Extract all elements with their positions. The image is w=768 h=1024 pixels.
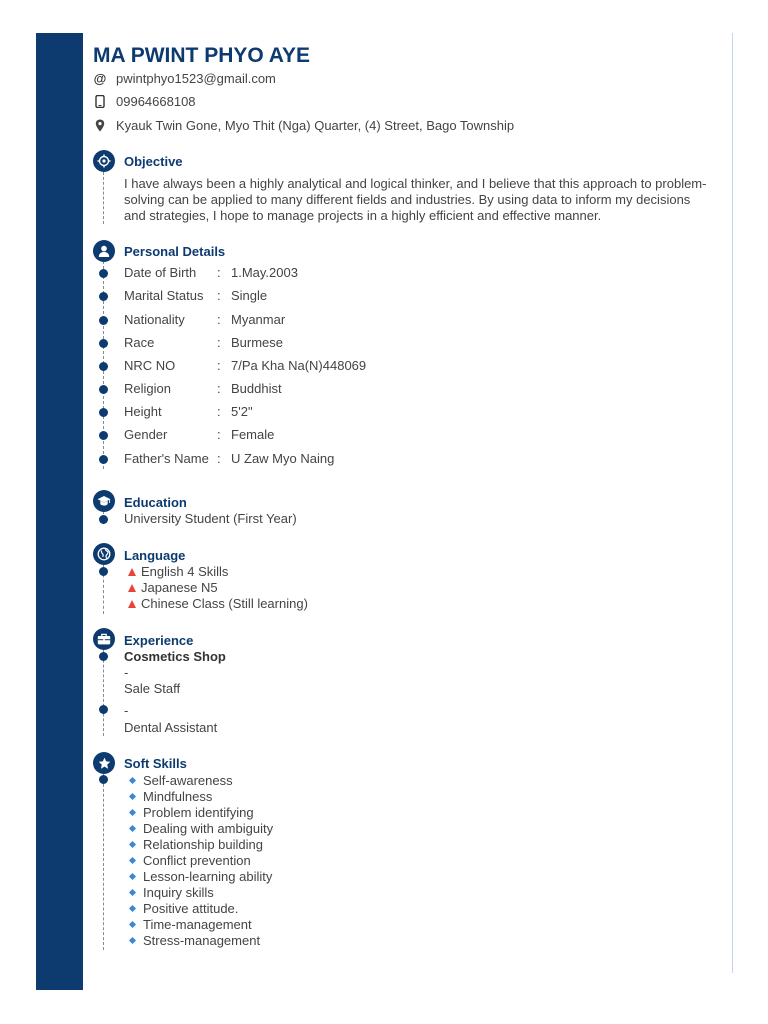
objective-title: Objective [124,154,183,169]
target-icon [93,150,115,172]
personal-detail-bullet [99,269,108,278]
experience-company: Cosmetics Shop [124,649,226,664]
personal-detail-label: Gender [124,427,168,442]
globe-icon [93,543,115,565]
graduation-cap-icon [93,490,115,512]
language-item-label: English 4 Skills [141,564,229,579]
language-title: Language [124,548,186,563]
personal-detail-separator: : [217,451,221,466]
personal-detail-label: Religion [124,381,171,396]
email-text: pwintphyo1523@gmail.com [116,71,276,86]
star-icon [93,752,115,774]
soft-skill-label: Positive attitude. [143,901,239,916]
soft-skill-item [128,805,254,820]
soft-skill-item [128,789,212,804]
diamond-bullet-icon [129,889,136,896]
soft-skill-label: Stress-management [143,933,261,948]
experience-role: Sale Staff [124,681,181,696]
personal-detail-value: Buddhist [231,381,282,396]
experience-dash: - [124,665,129,680]
personal-detail-value: U Zaw Myo Naing [231,451,335,466]
at-icon: @ [93,71,107,86]
user-icon [93,240,115,262]
contact-email-row [93,71,276,86]
soft-skill-item [128,885,214,900]
personal-detail-separator: : [217,427,221,442]
soft-skill-item [128,773,233,788]
experience-title: Experience [124,633,194,648]
language-item [128,596,308,611]
language-item [128,580,218,595]
language-bullet [99,567,108,576]
soft-skills-title: Soft Skills [124,756,187,771]
soft-skill-label: Self-awareness [143,773,233,788]
personal-detail-value: Myanmar [231,312,286,327]
experience-bullet [99,652,108,661]
personal-detail-value: Burmese [231,335,284,350]
soft-skill-item [128,933,260,948]
experience-timeline [103,650,104,736]
personal-detail-label: Father's Name [124,451,209,466]
personal-detail-value: Female [231,427,275,442]
personal-detail-bullet [99,339,108,348]
personal-detail-separator: : [217,312,221,327]
personal-detail-separator: : [217,288,221,303]
education-bullet [99,515,108,524]
diamond-bullet-icon [129,873,136,880]
objective-timeline [103,172,104,224]
soft-skill-item [128,869,272,884]
soft-skills-bullet [99,775,108,784]
personal-detail-label: Marital Status [124,288,204,303]
triangle-bullet-icon [128,568,136,576]
personal-detail-bullet [99,316,108,325]
map-pin-icon [93,119,107,133]
language-item-label: Chinese Class (Still learning) [141,596,308,611]
diamond-bullet-icon [129,905,136,912]
experience-role: Dental Assistant [124,720,218,735]
soft-skill-label: Lesson-learning ability [143,869,273,884]
education-title: Education [124,495,187,510]
diamond-bullet-icon [129,777,136,784]
address-text: Kyauk Twin Gone, Myo Thit (Nga) Quarter, (4) Street, Bago Township [116,118,515,133]
triangle-bullet-icon [128,600,136,608]
phone-text: 09964668108 [116,94,196,109]
personal-detail-value: Single [231,288,268,303]
personal-detail-label: Nationality [124,312,185,327]
soft-skill-item [128,901,238,916]
right-border-line [732,33,733,973]
soft-skill-label: Mindfulness [143,789,213,804]
personal-details-title: Personal Details [124,244,226,259]
diamond-bullet-icon [129,825,136,832]
personal-detail-value: 5'2" [231,404,253,419]
diamond-bullet-icon [129,793,136,800]
diamond-bullet-icon [129,921,136,928]
personal-detail-bullet [99,292,108,301]
personal-detail-bullet [99,455,108,464]
candidate-name: MA PWINT PHYO AYE [93,44,311,67]
personal-detail-separator: : [217,381,221,396]
left-sidebar-band [36,33,83,990]
soft-skill-item [128,853,251,868]
objective-text: I have always been a highly analytical and logical thinker, and I believe that this approach to problem-solving can be applied to many different fields and industries. By using data to inform my decisions and strategies, I hope to manage projects in a highly efficient and effective manner. [124,176,707,223]
language-item [128,564,228,579]
personal-detail-label: Date of Birth [124,265,197,280]
soft-skill-label: Inquiry skills [143,885,214,900]
contact-address-row [93,118,514,133]
soft-skill-item [128,917,252,932]
soft-skill-item [128,837,263,852]
personal-detail-bullet [99,362,108,371]
personal-detail-value: 1.May.2003 [231,265,298,280]
diamond-bullet-icon [129,841,136,848]
personal-detail-separator: : [217,265,221,280]
briefcase-icon [93,628,115,650]
education-item: University Student (First Year) [124,511,297,526]
personal-detail-bullet [99,408,108,417]
experience-bullet [99,705,108,714]
personal-detail-value: 7/Pa Kha Na(N)448069 [231,358,367,373]
personal-detail-label: Race [124,335,155,350]
personal-detail-separator: : [217,358,221,373]
personal-detail-label: NRC NO [124,358,176,373]
personal-detail-separator: : [217,335,221,350]
mobile-phone-icon [93,95,107,109]
personal-detail-label: Height [124,404,162,419]
personal-detail-bullet [99,385,108,394]
personal-detail-bullet [99,431,108,440]
contact-phone-row [93,94,196,109]
soft-skill-label: Dealing with ambiguity [143,821,274,836]
diamond-bullet-icon [129,857,136,864]
soft-skill-label: Relationship building [143,837,263,852]
diamond-bullet-icon [129,937,136,944]
soft-skill-label: Problem identifying [143,805,254,820]
language-item-label: Japanese N5 [141,580,218,595]
diamond-bullet-icon [129,809,136,816]
soft-skill-label: Conflict prevention [143,853,251,868]
experience-dash: - [124,703,129,718]
soft-skill-label: Time-management [143,917,252,932]
personal-detail-separator: : [217,404,221,419]
triangle-bullet-icon [128,584,136,592]
soft-skills-timeline [103,774,104,950]
soft-skill-item [128,821,273,836]
